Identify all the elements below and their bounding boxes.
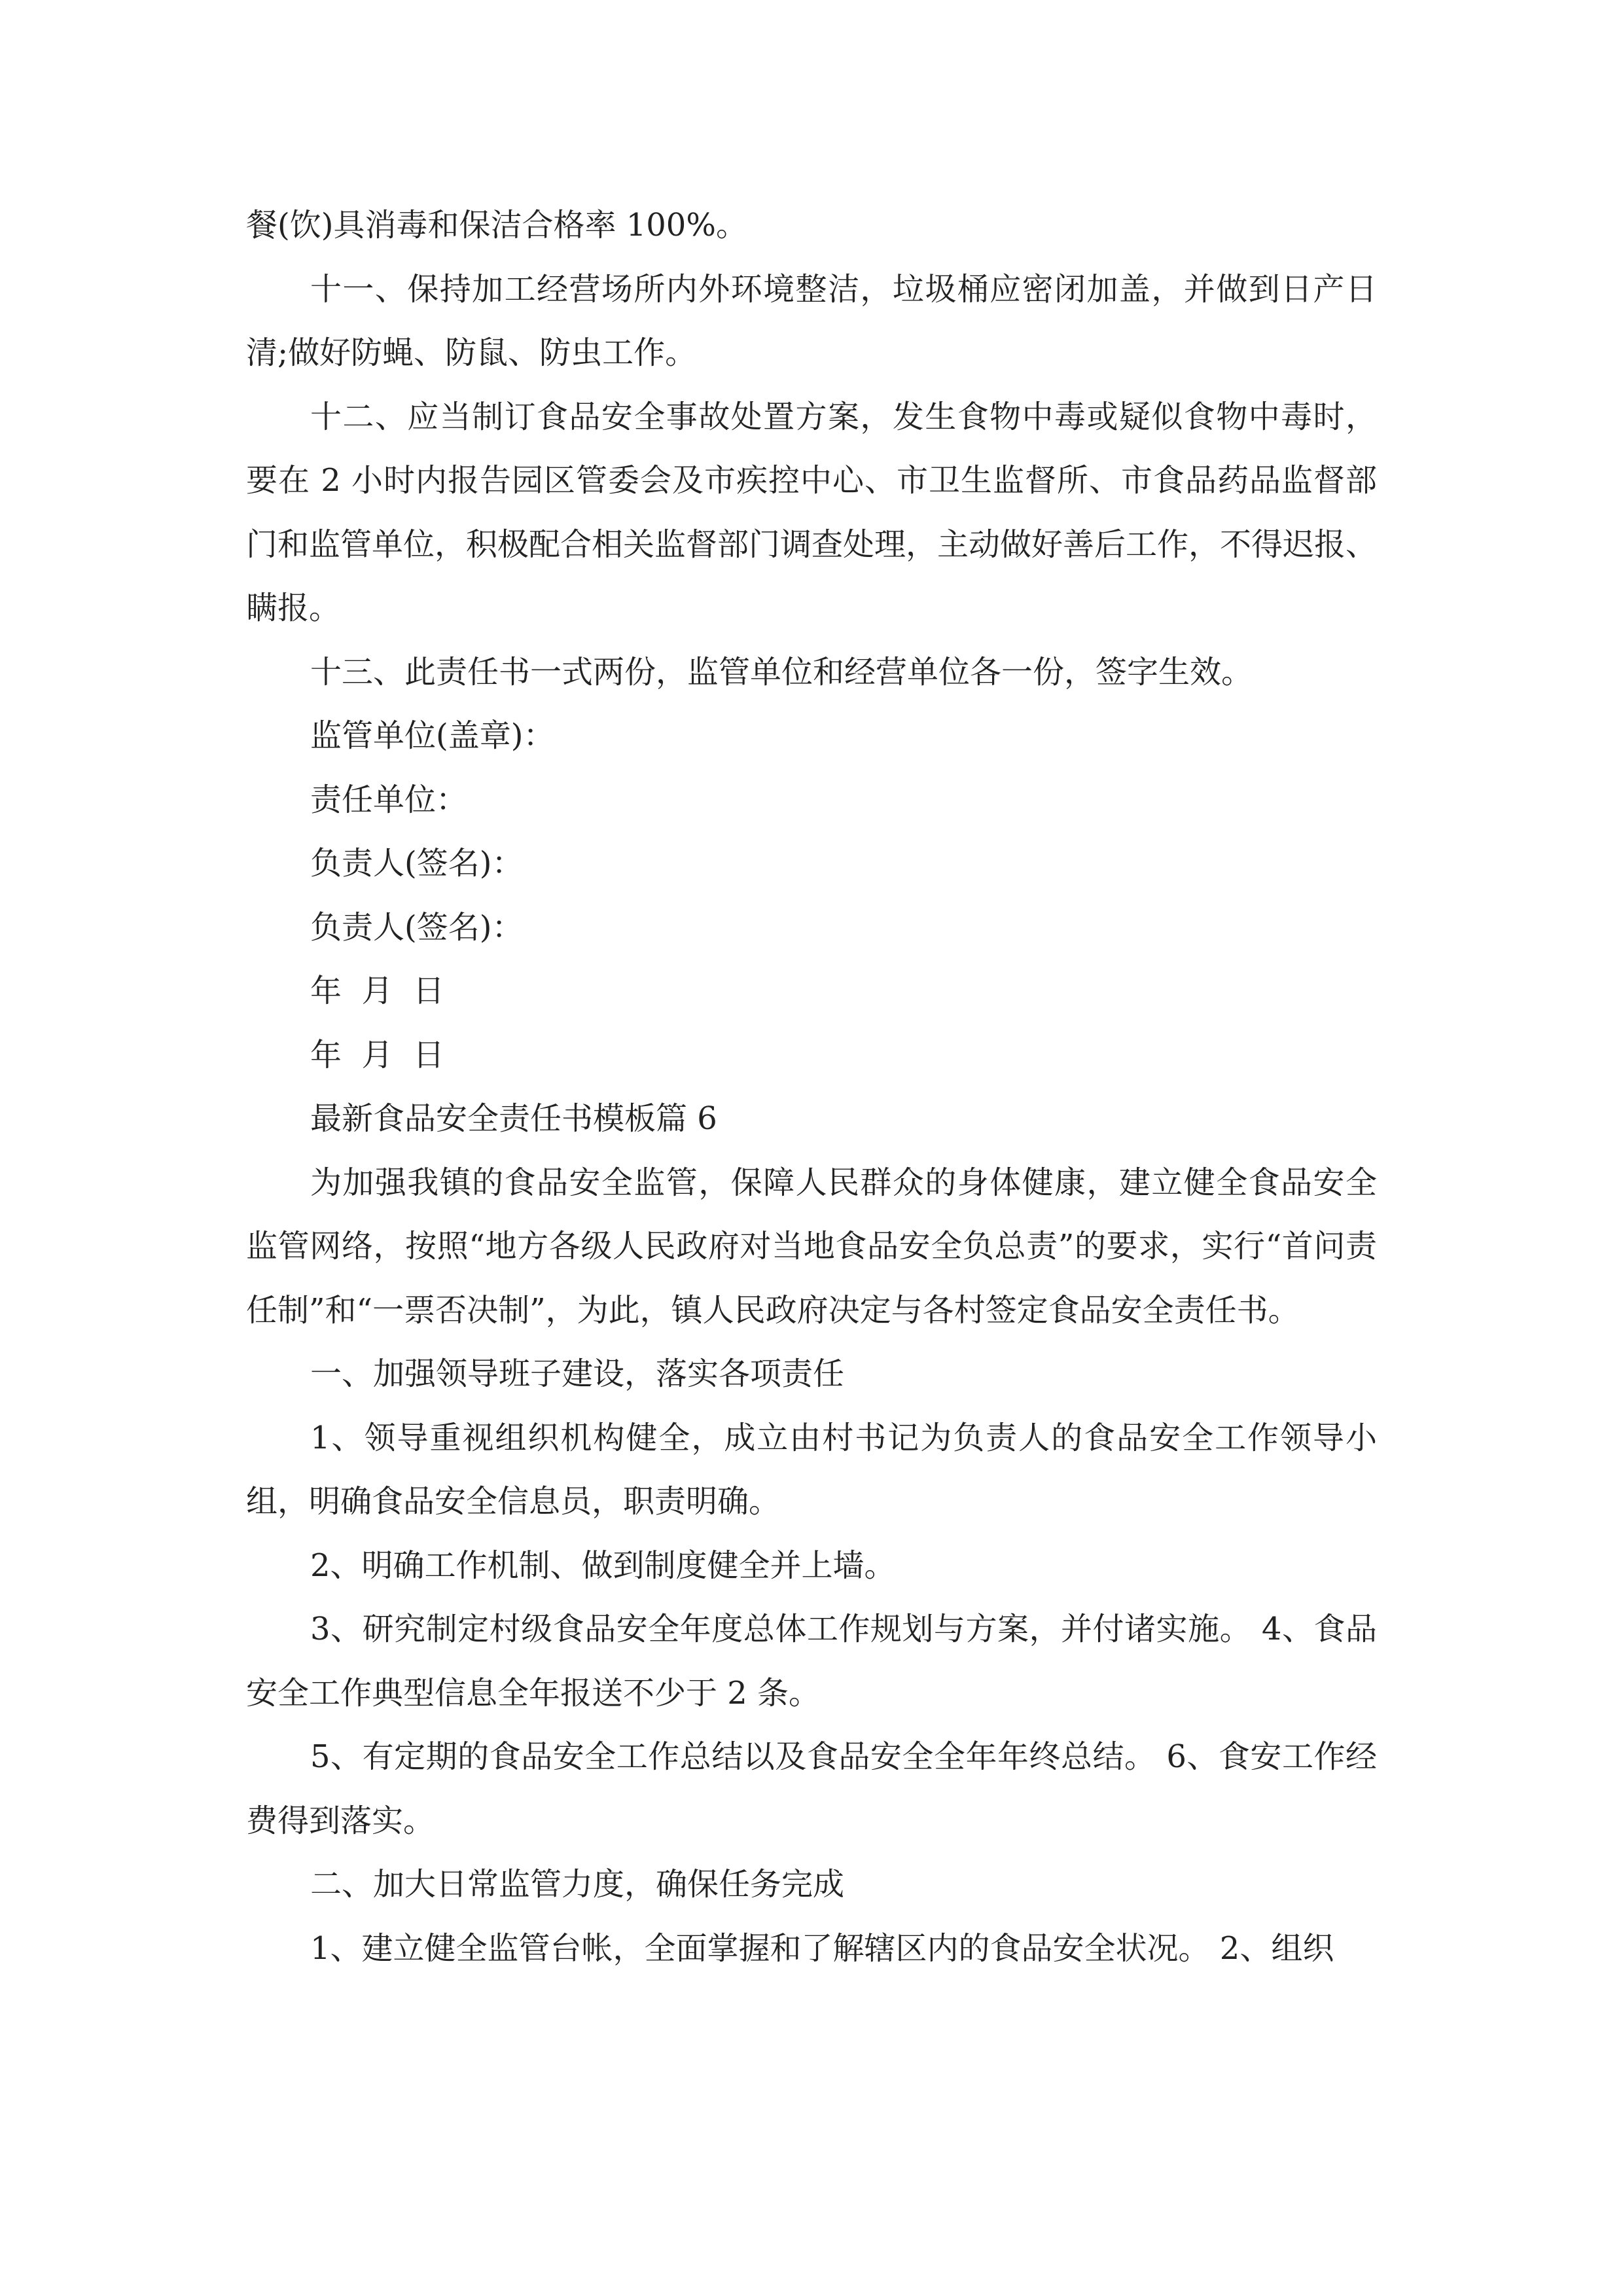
paragraph: 十三、此责任书一式两份，监管单位和经营单位各一份，签字生效。 (310, 653, 1253, 691)
paragraph: 为加强我镇的食品安全监管，保障人民群众的身体健康，建立健全食品安全监管网络，按照“地方各级人民政府对当地食品安全负总责”的要求，实行“首问责任制”和“一票否决制”，为此，镇人民政府决定与各村签定食品安全责任书。 (246, 1164, 1377, 1329)
list-item: 3、研究制定村级食品安全年度总体工作规划与方案，并付诸实施。 4、食品安全工作典型信息全年报送不少于 2 条。 (246, 1611, 1377, 1712)
list-item: 2、明确工作机制、做到制度健全并上墙。 (310, 1547, 896, 1584)
list-item: 5、有定期的食品安全工作总结以及食品安全全年年终总结。 6、食安工作经费得到落实。 (246, 1738, 1377, 1839)
signature-line-person-2: 负责人(签名)： (310, 908, 524, 946)
paragraph: 十一、保持加工经营场所内外环境整洁，垃圾桶应密闭加盖，并做到日产日清;做好防蝇、防鼠、防虫工作。 (246, 270, 1377, 371)
signature-line-person-1: 负责人(签名)： (310, 845, 524, 882)
signature-line-supervisor-seal: 监管单位(盖章)： (310, 717, 555, 754)
paragraph: 餐(饮)具消毒和保洁合格率 100%。 (246, 207, 747, 243)
date-line-1: 年 月 日 (310, 973, 445, 1009)
signature-line-responsible-unit: 责任单位： (310, 781, 468, 818)
paragraph: 十二、应当制订食品安全事故处置方案，发生食物中毒或疑似食物中毒时，要在 2 小时内报告园区管委会及市疾控中心、市卫生监督所、市食品药品监督部门和监管单位，积极配合相关监督部门调查处理，主动做好善后工作，不得迟报、瞒报。 (246, 398, 1378, 626)
section-heading: 一、加强领导班子建设，落实各项责任 (310, 1355, 845, 1392)
list-item: 1、建立健全监管台帐，全面掌握和了解辖区内的食品安全状况。 2、组织 (310, 1929, 1334, 1967)
section-title: 最新食品安全责任书模板篇 6 (310, 1100, 717, 1137)
document-body (246, 194, 1377, 1981)
section-heading: 二、加大日常监管力度，确保任务完成 (310, 1866, 845, 1903)
date-line-2: 年 月 日 (310, 1036, 445, 1073)
list-item: 1、领导重视组织机构健全，成立由村书记为负责人的食品安全工作领导小组，明确食品安全信息员，职责明确。 (246, 1419, 1377, 1520)
